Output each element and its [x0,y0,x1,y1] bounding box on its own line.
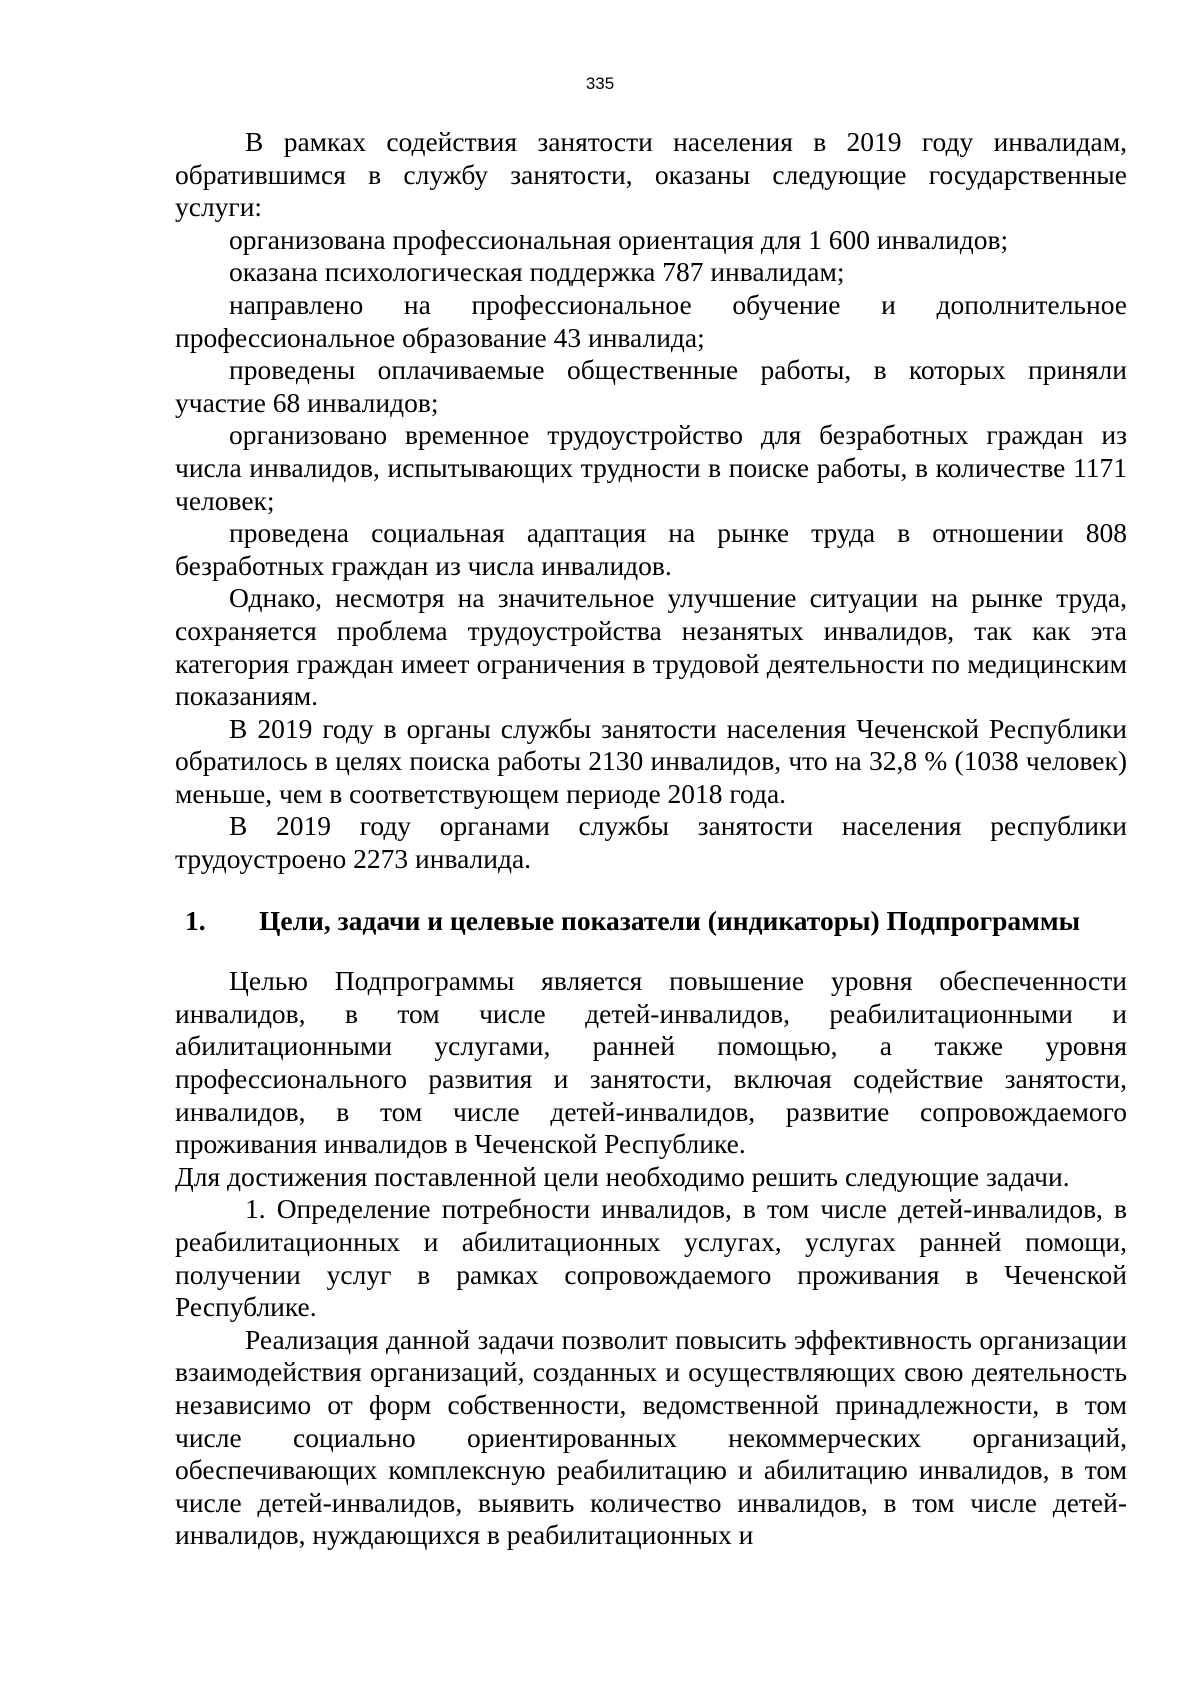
list-item-public-works: проведены оплачиваемые общественные работы, в которых приняли участие 68 инвалидов; [175,354,1127,418]
section-title: Цели, задачи и целевые показатели (индикаторы) Подпрограммы [259,904,1081,936]
paragraph-goal: Целью Подпрограммы является повышение уровня обеспеченности инвалидов, в том числе детей-инвалидов, реабилитационными и абилитационными услугами, ранней помощью, а также уровня профессионального развития и занятости, включая содействие занятости, инвалидов, в том числе детей-инвалидов, развитие сопровождаемого проживания инвалидов в Чеченской Республике. [175,965,1127,1160]
list-item-temporary-employment: организовано временное трудоустройство для безработных граждан из числа инвалидов, испытывающих трудности в поиске работы, в количестве 1171 человек; [175,419,1127,516]
section-number: 1. [185,904,206,936]
list-item-vocational-training: направлено на профессиональное обучение и дополнительное профессиональное образование 43 инвалида; [175,288,1127,353]
list-item-social-adaptation: проведена социальная адаптация на рынке труда в отношении 808 безработных граждан из числа инвалидов. [175,517,1127,581]
page-number: 335 [585,74,615,93]
list-item-psychological-support: оказана психологическая поддержка 787 инвалидам; [229,256,845,288]
paragraph-intro: В рамках содействия занятости населения в 2019 году инвалидам, обратившимся в службу занятости, оказаны следующие государственные услуги: [175,126,1127,223]
list-item-career-guidance: организована профессиональная ориентация для 1 600 инвалидов; [229,223,1009,255]
paragraph-task-1-implementation: Реализация данной задачи позволит повысить эффективность организации взаимодействия организаций, созданных и осуществляющих свою деятельность независимо от форм собственности, ведомственной принадлежности, в том числе социально ориентированных некоммерческих организаций, обеспечивающих комплексную реабилитацию и абилитацию инвалидов, в том числе детей-инвалидов, выявить количество инвалидов, в том числе детей-инвалидов, нуждающихся в реабилитационных и [175,1323,1127,1551]
paragraph-employed-2019: В 2019 году органами службы занятости населения республики трудоустроено 2273 инвалида. [175,810,1127,875]
paragraph-employment-problem: Однако, несмотря на значительное улучшение ситуации на рынке труда, сохраняется проблема трудоустройства незанятых инвалидов, так как эта категория граждан имеет ограничения в трудовой деятельности по медицинским показаниям. [175,582,1127,712]
paragraph-applications-2019: В 2019 году в органы службы занятости населения Чеченской Республики обратилось в целях поиска работы 2130 инвалидов, что на 32,8 % (1038 человек) меньше, чем в соответствующем периоде 2018 года. [175,712,1127,809]
document-body [175,126,1127,1552]
paragraph-task-1: 1. Определение потребности инвалидов, в том числе детей-инвалидов, в реабилитационных и абилитационных услугах, услугах ранней помощи, получении услуг в рамках сопровождаемого проживания в Чеченской Республике. [175,1193,1127,1323]
paragraph-tasks-intro: Для достижения поставленной цели необходимо решить следующие задачи. [175,1160,1070,1192]
section-heading [185,905,1127,938]
